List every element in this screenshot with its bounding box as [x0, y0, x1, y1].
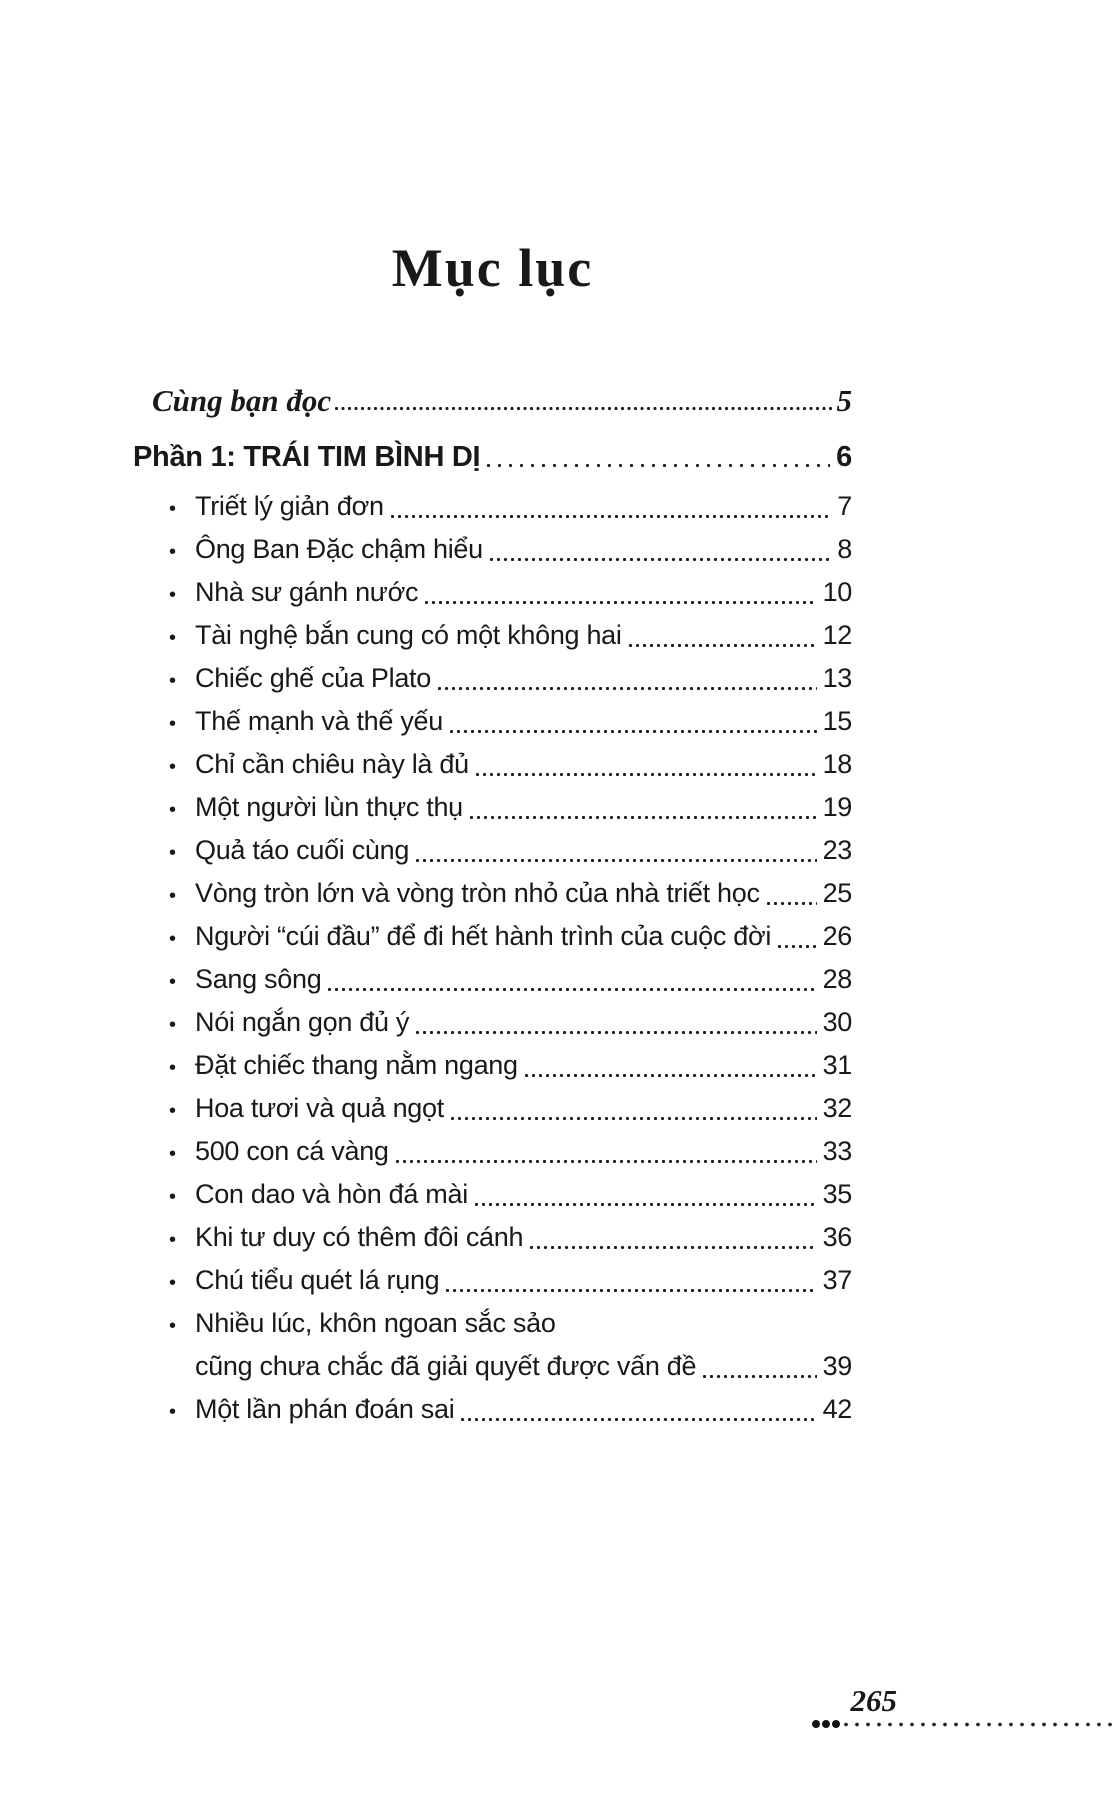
toc-entry-title: Khi tư duy có thêm đôi cánh	[195, 1222, 524, 1252]
toc-entry-title: Quả táo cuối cùng	[195, 835, 410, 865]
toc-entry-title: Chỉ cần chiêu này là đủ	[195, 749, 469, 779]
toc-entry	[133, 1087, 852, 1130]
toc-entry-page: 36	[822, 1222, 852, 1252]
dot-leader	[473, 1173, 817, 1216]
toc-entry-line1	[133, 872, 852, 915]
toc-entry-page: 13	[822, 663, 852, 693]
dot-leader	[423, 571, 816, 614]
toc-entry-page: 33	[822, 1136, 852, 1166]
toc-entry-page: 7	[837, 491, 852, 521]
dot-icon	[832, 1720, 840, 1728]
toc-entry	[133, 614, 852, 657]
dot-leader	[449, 1087, 817, 1130]
toc-entry-line1	[133, 614, 852, 657]
dot-leader	[394, 1130, 817, 1173]
dot-leader	[436, 657, 817, 700]
toc-entry-title: Con dao và hòn đá mài	[195, 1179, 468, 1209]
toc-entry	[133, 1044, 852, 1087]
toc-entry-line1	[133, 915, 852, 958]
bullet-icon: •	[169, 799, 176, 821]
dot-leader	[765, 872, 817, 915]
bullet-icon: •	[169, 670, 176, 692]
bullet-icon: •	[169, 1186, 176, 1208]
toc-entry-page: 8	[837, 534, 852, 564]
toc-entry-line1	[133, 700, 852, 743]
dot-leader	[389, 485, 832, 528]
dot-leader	[333, 375, 834, 427]
toc-entry	[133, 657, 852, 700]
toc-entry-title: Triết lý giản đơn	[195, 491, 384, 521]
toc-entry	[133, 872, 852, 915]
dot-leader	[444, 1259, 816, 1302]
toc-entry-line1	[133, 1087, 852, 1130]
bullet-icon: •	[169, 627, 176, 649]
toc-entry	[133, 829, 852, 872]
toc-entry-title: Vòng tròn lớn và vòng tròn nhỏ của nhà triết học	[195, 878, 760, 908]
toc-entry-page: 30	[822, 1007, 852, 1037]
footer-page-number: 265	[850, 1683, 897, 1718]
toc-entry-page: 12	[822, 620, 852, 650]
toc-intro-page: 5	[836, 383, 852, 418]
toc-entry-page: 19	[822, 792, 852, 822]
toc-entry-page: 23	[822, 835, 852, 865]
toc-entry-page: 31	[822, 1050, 852, 1080]
toc-entry-title: Nhà sư gánh nước	[195, 577, 419, 607]
toc-entry-title: Tài nghệ bắn cung có một không hai	[195, 620, 622, 650]
toc-entry-page: 25	[822, 878, 852, 908]
bullet-icon: •	[169, 1014, 176, 1036]
toc-entry-line1	[133, 743, 852, 786]
bullet-icon: •	[169, 1100, 176, 1122]
dot-icon	[822, 1720, 830, 1728]
page-title: Mục lục	[391, 238, 594, 298]
toc-entry-line1	[133, 528, 852, 571]
toc-entry-line1	[133, 1302, 852, 1345]
dot-leader	[474, 743, 817, 786]
toc-entry	[133, 1130, 852, 1173]
toc-entry-line1	[133, 1044, 852, 1087]
bullet-icon: •	[169, 756, 176, 778]
toc-entry-title: Hoa tươi và quả ngọt	[195, 1093, 444, 1123]
toc-part-heading: Phần 1: TRÁI TIM BÌNH DỊ	[133, 441, 481, 473]
toc-entry	[133, 1388, 852, 1431]
dot-leader	[459, 1388, 816, 1431]
bullet-icon: •	[169, 885, 176, 907]
toc-entry-title: Nói ngắn gọn đủ ý	[195, 1007, 410, 1037]
dot-leader	[414, 1001, 816, 1044]
toc-entry-page: 15	[822, 706, 852, 736]
toc-entry	[133, 786, 852, 829]
toc-entry-page: 37	[822, 1265, 852, 1295]
toc-entry-page: 26	[822, 921, 852, 951]
toc-entry-title: Sang sông	[195, 964, 322, 994]
dot-leader	[326, 958, 816, 1001]
toc-entries	[133, 485, 852, 1431]
toc-entry-title: Chú tiểu quét lá rụng	[195, 1265, 440, 1295]
toc-entry	[133, 485, 852, 528]
toc-entry-page: 28	[822, 964, 852, 994]
toc-entry-line1	[133, 485, 852, 528]
toc-entry	[133, 958, 852, 1001]
bullet-icon: •	[169, 1143, 176, 1165]
toc-entry-line1	[133, 657, 852, 700]
dot-leader	[776, 915, 816, 958]
toc-entry	[133, 1259, 852, 1302]
page-footer	[699, 1685, 1119, 1729]
toc-entry-line1	[133, 786, 852, 829]
toc-entry-line2	[133, 1345, 852, 1388]
toc-entry	[133, 571, 852, 614]
toc-entry	[133, 528, 852, 571]
toc-entry-title-line2: cũng chưa chắc đã giải quyết được vấn đề	[195, 1351, 697, 1381]
toc-entry-page: 39	[822, 1351, 852, 1381]
dot-leader	[528, 1216, 816, 1259]
bullet-icon: •	[169, 713, 176, 735]
bullet-icon: •	[169, 1401, 176, 1423]
toc-entry-line1	[133, 1388, 852, 1431]
toc-entry-title: Nhiều lúc, khôn ngoan sắc sảo	[195, 1308, 556, 1338]
toc-entry-line1	[133, 1259, 852, 1302]
toc-part-heading-row	[133, 431, 852, 483]
dot-leader	[523, 1044, 817, 1087]
dot-leader	[485, 431, 830, 483]
bullet-icon: •	[169, 971, 176, 993]
dot-leader	[627, 614, 817, 657]
footer-dotted-rule	[812, 1719, 1119, 1729]
toc-entry-page: 35	[822, 1179, 852, 1209]
dot-icon	[812, 1720, 820, 1728]
toc-entry-line1	[133, 958, 852, 1001]
toc-entry-line1	[133, 1001, 852, 1044]
toc-entry-page: 10	[822, 577, 852, 607]
dot-leader	[488, 528, 831, 571]
toc-entry-page: 32	[822, 1093, 852, 1123]
toc-entry	[133, 915, 852, 958]
toc-entry	[133, 1001, 852, 1044]
bullet-icon: •	[169, 842, 176, 864]
bullet-icon: •	[169, 928, 176, 950]
toc-part-page: 6	[836, 441, 852, 473]
toc-entry	[133, 1173, 852, 1216]
toc-intro-row	[133, 375, 852, 427]
toc-entry	[133, 1216, 852, 1259]
dot-leader	[468, 786, 817, 829]
toc-entry	[133, 700, 852, 743]
toc-entry	[133, 743, 852, 786]
bullet-icon: •	[169, 498, 176, 520]
toc-entry-line1	[133, 829, 852, 872]
toc-entry-page: 42	[822, 1394, 852, 1424]
toc-entry-title: Một người lùn thực thụ	[195, 792, 463, 822]
bullet-icon: •	[169, 1229, 176, 1251]
toc-intro-label: Cùng bạn đọc	[152, 383, 332, 418]
dot-leader	[414, 829, 817, 872]
toc-entry-line1	[133, 571, 852, 614]
bullet-icon: •	[169, 1272, 176, 1294]
toc-entry	[133, 1302, 852, 1388]
bullet-icon: •	[169, 1315, 176, 1337]
toc-entry-title: Một lần phán đoán sai	[195, 1394, 455, 1424]
bullet-icon: •	[169, 1057, 176, 1079]
toc-entry-line1	[133, 1216, 852, 1259]
toc-entry-page: 18	[822, 749, 852, 779]
toc-entry-line1	[133, 1130, 852, 1173]
toc-entry-title: Thế mạnh và thế yếu	[195, 706, 443, 736]
dot-leader	[701, 1345, 816, 1388]
toc-entry-line1	[133, 1173, 852, 1216]
toc-entry-title: 500 con cá vàng	[195, 1136, 389, 1166]
toc-entry-title: Người “cúi đầu” để đi hết hành trình của cuộc đời	[195, 921, 772, 951]
bullet-icon: •	[169, 541, 176, 563]
toc-content	[133, 0, 852, 1431]
toc-entry-title: Chiếc ghế của Plato	[195, 663, 431, 693]
bullet-icon: •	[169, 584, 176, 606]
toc-entry-title: Ông Ban Đặc chậm hiểu	[195, 534, 483, 564]
dot-leader	[448, 700, 817, 743]
toc-entry-title: Đặt chiếc thang nằm ngang	[195, 1050, 518, 1080]
dotted-line	[842, 1722, 1119, 1727]
